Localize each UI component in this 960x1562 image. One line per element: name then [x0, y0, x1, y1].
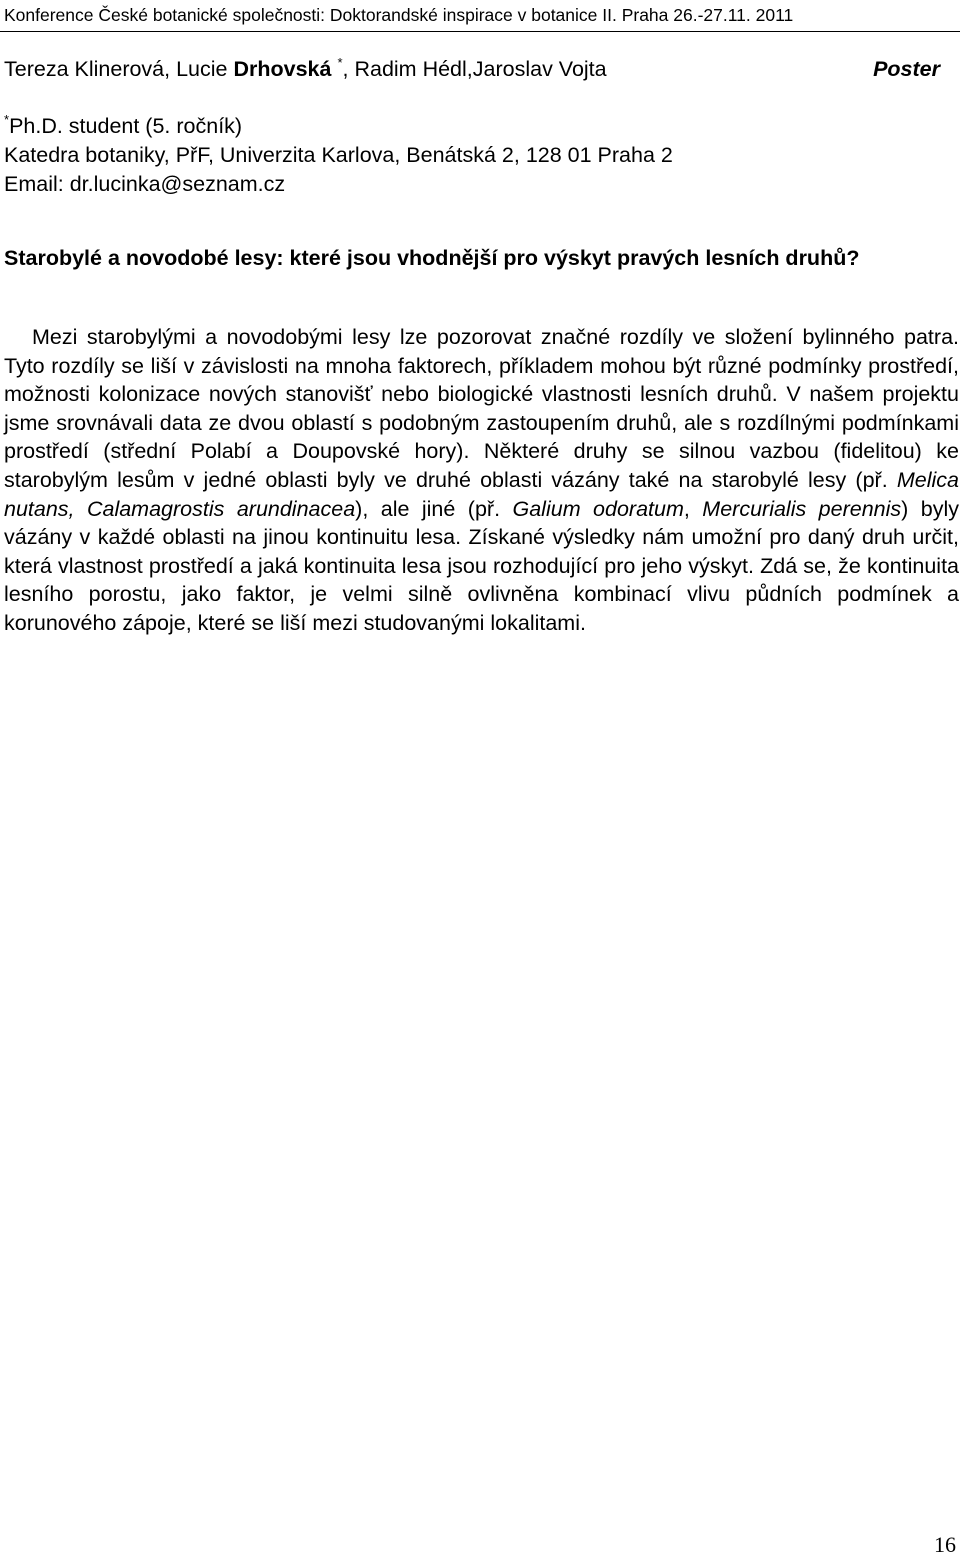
abstract-text-2: ), ale jiné (př. [355, 496, 513, 521]
affiliation-student-line [4, 112, 956, 141]
abstract-text-3: , [683, 496, 703, 521]
presentation-type-label: Poster [873, 57, 940, 81]
header-rule [0, 31, 960, 32]
authors-after: , Radim Hédl,Jaroslav Vojta [342, 57, 607, 81]
abstract-body [4, 323, 959, 638]
affiliation-department: Katedra botaniky, PřF, Univerzita Karlova, Benátská 2, 128 01 Praha 2 [4, 143, 673, 167]
student-status: Ph.D. student (5. ročník) [9, 114, 243, 138]
abstract-title: Starobylé a novodobé lesy: které jsou vhodnější pro výskyt pravých lesních druhů? [4, 246, 860, 270]
species-name-2: Galium odoratum [512, 496, 684, 521]
running-header: Konference České botanické společnosti: Doktorandské inspirace v botanice II. Praha 26.-27.11. 2011 [4, 5, 794, 25]
species-name-3: Mercurialis perennis [702, 496, 902, 521]
affiliation-marker: * [4, 112, 10, 127]
author-bold-name: Drhovská [233, 57, 332, 81]
affiliation-block [4, 112, 956, 199]
author-marker: * [337, 55, 343, 70]
abstract-text-4: ) byly vázány v každé oblasti na jinou kontinuitu lesa. Získané výsledky nám umožní pro daný druh určit, která vlastnost prostředí a jaká kontinuita lesa jsou rozhodující pro jeho výskyt. Zdá se, že kontinuita lesního porostu, jako faktor, je velmi silně ovlivněna kombinací vlivu půdních podmínek a korunového zápoje, které se liší mezi studovanými lokalitami. [4, 496, 959, 635]
page-number: 16 [934, 1532, 956, 1557]
author-list [4, 57, 956, 87]
authors-before-bold: Tereza Klinerová, Lucie [4, 57, 234, 81]
species-names-1: Melica nutans, Calamagrostis arundinacea [4, 467, 959, 521]
abstract-text-1: Mezi starobylými a novodobými lesy lze pozorovat značné rozdíly ve složení bylinného patra. Tyto rozdíly se liší v závislosti na mnoha faktorech, příkladem mohou být různé podmínky prostředí, možnosti kolonizace nových stanovišť nebo biologické vlastnosti lesních druhů. V našem projektu jsme srovnávali data ze dvou oblastí s podobným zastoupením druhů, ale s rozdílnými podmínkami prostředí (střední Polabí a Doupovské hory). Některé druhy se silnou vazbou (fidelitou) ke starobylým lesům v jedné oblasti byly ve druhé oblasti vázány také na starobylé lesy (př. [4, 325, 959, 492]
affiliation-email: Email: dr.lucinka@seznam.cz [4, 172, 286, 196]
